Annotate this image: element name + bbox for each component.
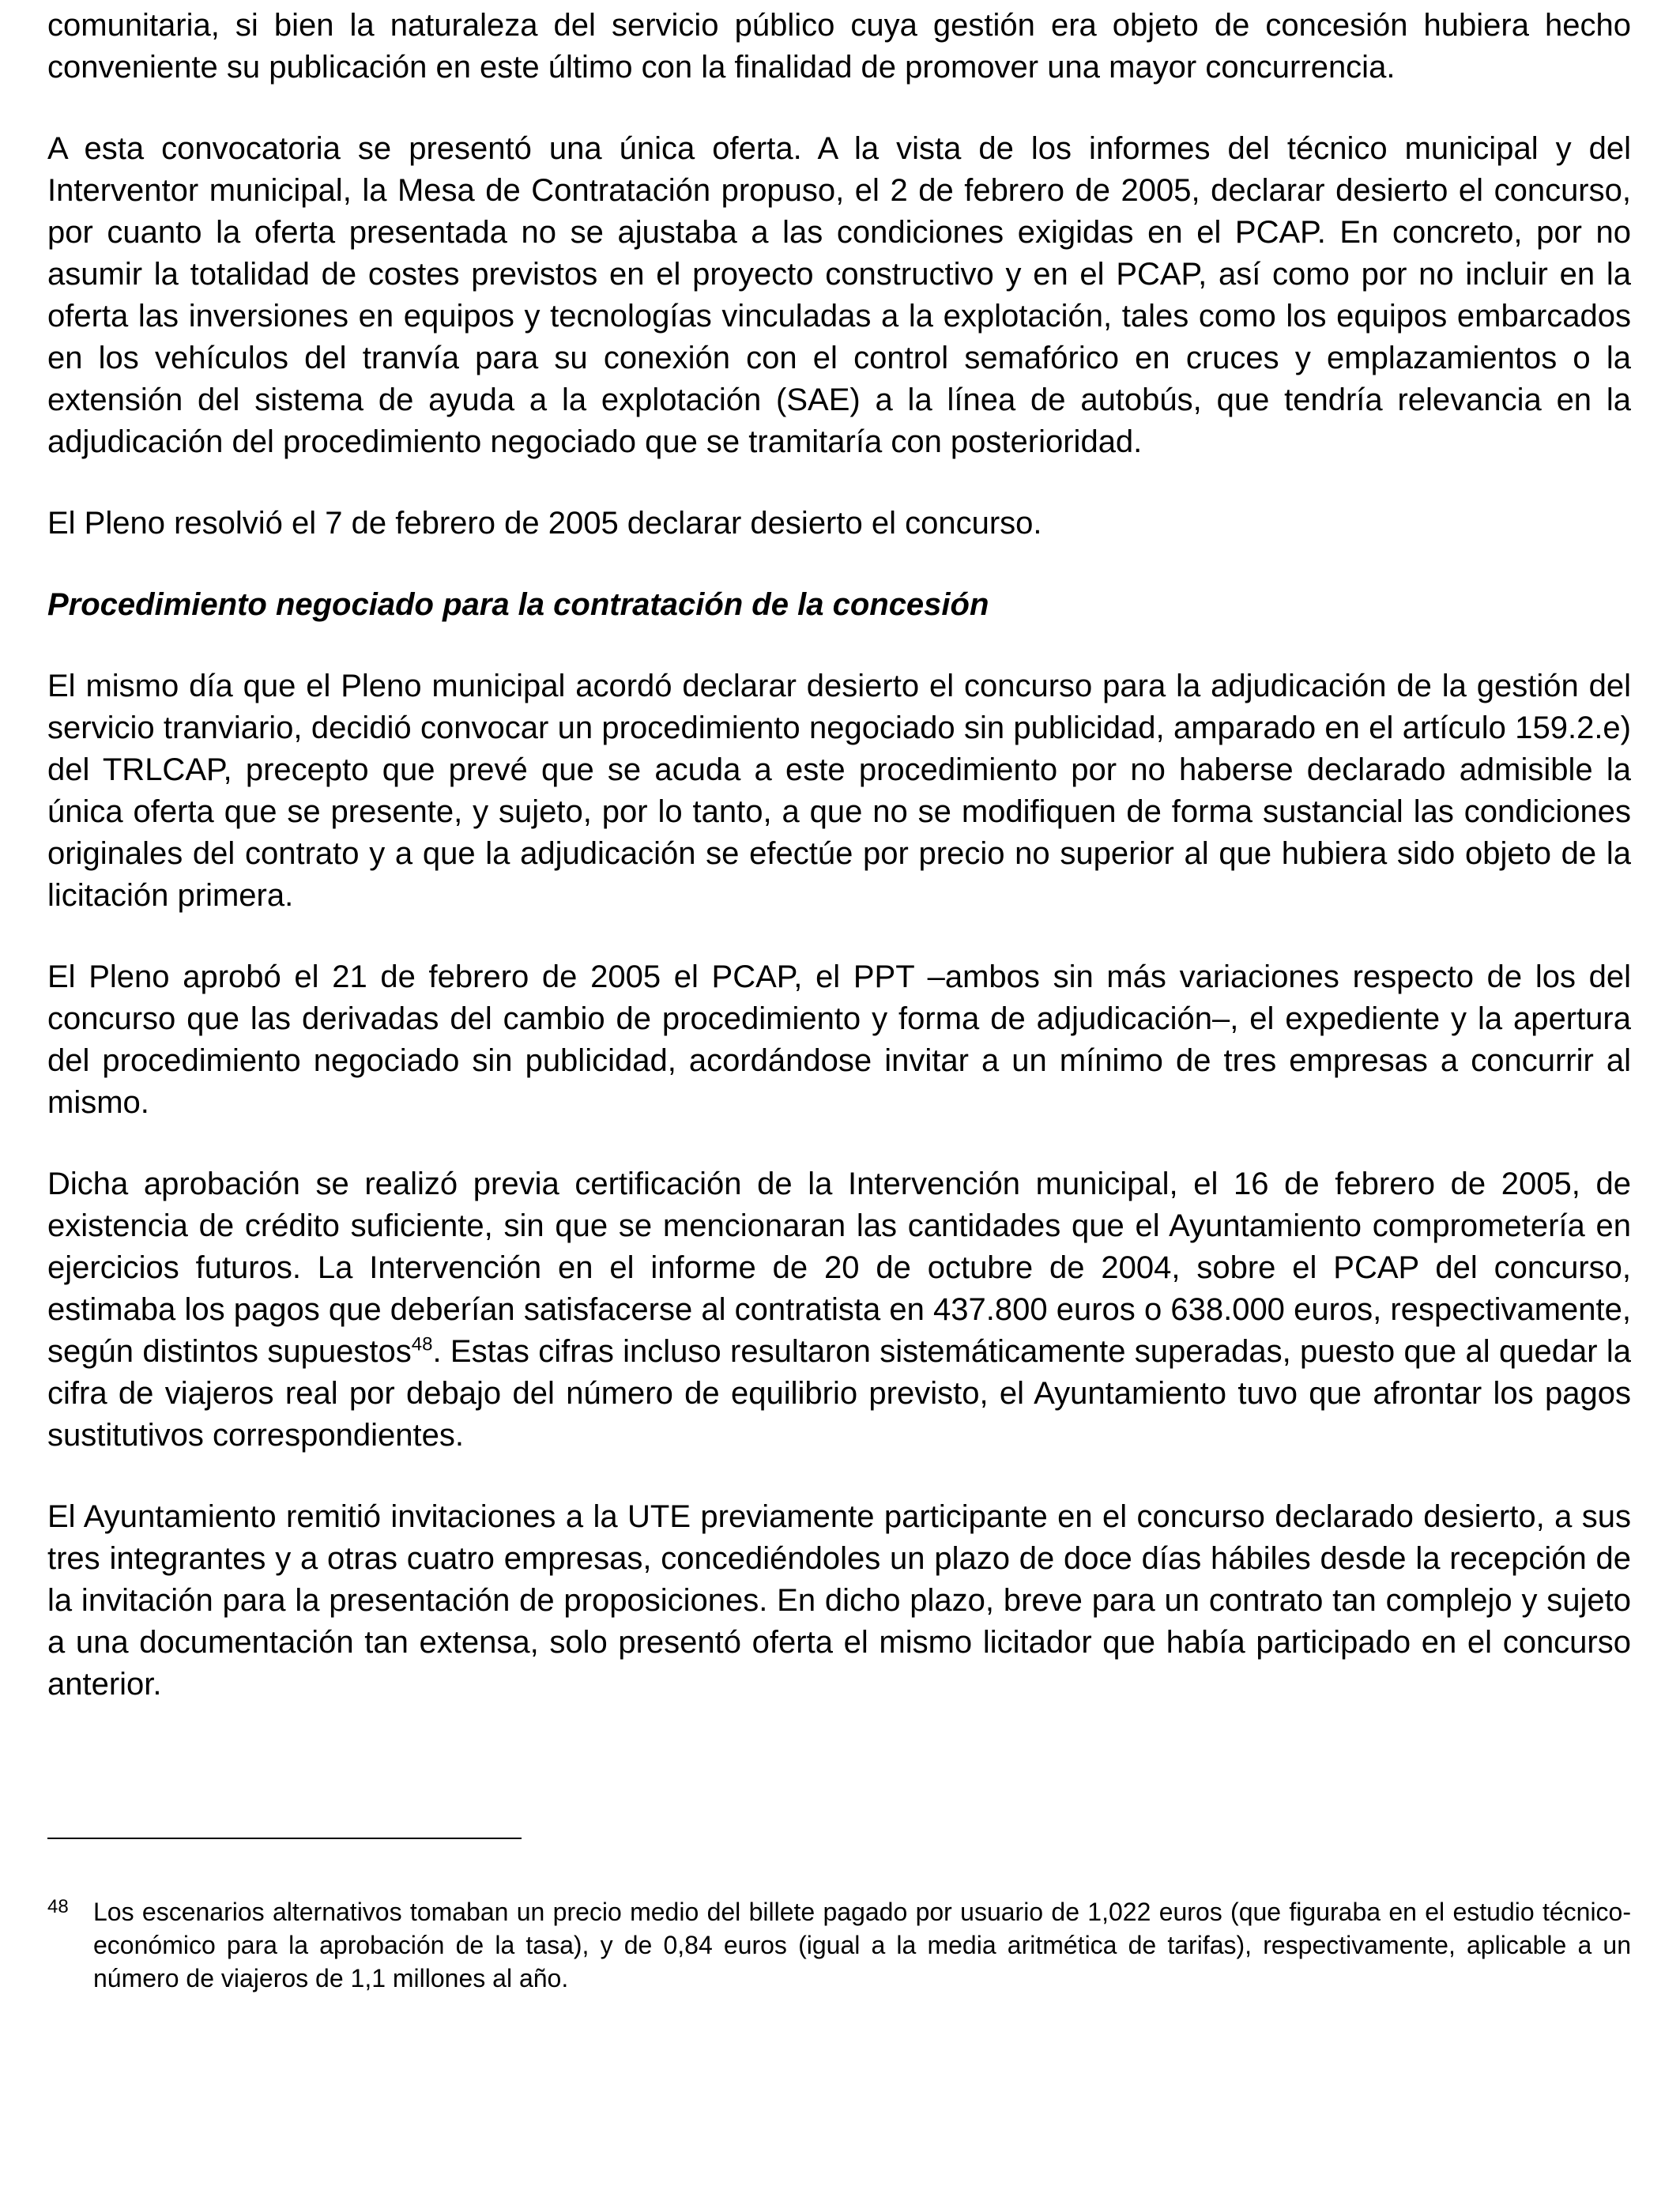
paragraph-6-text-before: Dicha aprobación se realizó previa certificación de la Intervención municipal, el 16 de febrero de 2005, de existencia de crédito suficiente, sin que se mencionaran las cantidades que el Ayuntamiento comprometería en ejercicios futuros. La Intervención en el informe de 20 de octubre de 2004, sobre el PCAP del concurso, estimaba los pagos que deberían satisfacerse al contratista en 437.800 euros o 638.000 euros, respectivamente, según distintos supuestos (47, 1167, 1631, 1369)
paragraph-7: El Ayuntamiento remitió invitaciones a la UTE previamente participante en el concurso declarado desierto, a sus tres integrantes y a otras cuatro empresas, concediéndoles un plazo de doce días hábiles desde la recepción de la invitación para la presentación de proposiciones. En dicho plazo, breve para un contrato tan complejo y sujeto a una documentación tan extensa, solo presentó oferta el mismo licitador que había participado en el concurso anterior. (47, 1499, 1631, 1702)
paragraph-5: El Pleno aprobó el 21 de febrero de 2005 el PCAP, el PPT –ambos sin más variaciones respecto de los del concurso que las derivadas del cambio de procedimiento y forma de adjudicación–, el expediente y la apertura del procedimiento negociado sin publicidad, acordándose invitar a un mínimo de tres empresas a concurrir al mismo. (47, 959, 1631, 1120)
paragraph-3: El Pleno resolvió el 7 de febrero de 2005 declarar desierto el concurso. (47, 506, 1042, 541)
footnote-text: Los escenarios alternativos tomaban un precio medio del billete pagado por usuario de 1,022 euros (que figuraba en el estudio técnico-económico para la aprobación de la tasa), y de 0,84 euros (igual a la media aritmética de tarifas), respectivamente, aplicable a un número de viajeros de 1,1 millones al año. (93, 1898, 1631, 1992)
paragraph-2: A esta convocatoria se presentó una única oferta. A la vista de los informes del técnico municipal y del Interventor municipal, la Mesa de Contratación propuso, el 2 de febrero de 2005, declarar desierto el concurso, por cuanto la oferta presentada no se ajustaba a las condiciones exigidas en el PCAP. En concreto, por no asumir la totalidad de costes previstos en el proyecto constructivo y en el PCAP, así como por no incluir en la oferta las inversiones en equipos y tecnologías vinculadas a la explotación, tales como los equipos embarcados en los vehículos del tranvía para su conexión con el control semafórico en cruces y emplazamientos o la extensión del sistema de ayuda a la explotación (SAE) a la línea de autobús, que tendría relevancia en la adjudicación del procedimiento negociado que se tramitaría con posterioridad. (47, 131, 1631, 459)
footnote-number: 48 (47, 1896, 69, 1917)
paragraph-1: comunitaria, si bien la naturaleza del servicio público cuya gestión era objeto de concesión hubiera hecho conveniente su publicación en este último con la finalidad de promover una mayor concurrencia. (47, 8, 1631, 85)
footnote-reference[interactable]: 48 (411, 1333, 433, 1355)
footnote (47, 1895, 1631, 1995)
section-heading: Procedimiento negociado para la contratación de la concesión (47, 587, 989, 622)
footnote-separator (47, 1838, 522, 1839)
paragraph-4: El mismo día que el Pleno municipal acordó declarar desierto el concurso para la adjudicación de la gestión del servicio tranviario, decidió convocar un procedimiento negociado sin publicidad, amparado en el artículo 159.2.e) del TRLCAP, precepto que prevé que se acuda a este procedimiento por no haberse declarado admisible la única oferta que se presente, y sujeto, por lo tanto, a que no se modifiquen de forma sustancial las condiciones originales del contrato y a que la adjudicación se efectúe por precio no superior al que hubiera sido objeto de la licitación primera. (47, 669, 1631, 913)
document-body (47, 5, 1631, 1745)
paragraph-6-text-after: . Estas cifras incluso resultaron sistemáticamente superadas, puesto que al quedar la cifra de viajeros real por debajo del número de equilibrio previsto, el Ayuntamiento tuvo que afrontar los pagos sustitutivos correspondientes. (47, 1334, 1631, 1453)
paragraph-6 (47, 1163, 1631, 1457)
